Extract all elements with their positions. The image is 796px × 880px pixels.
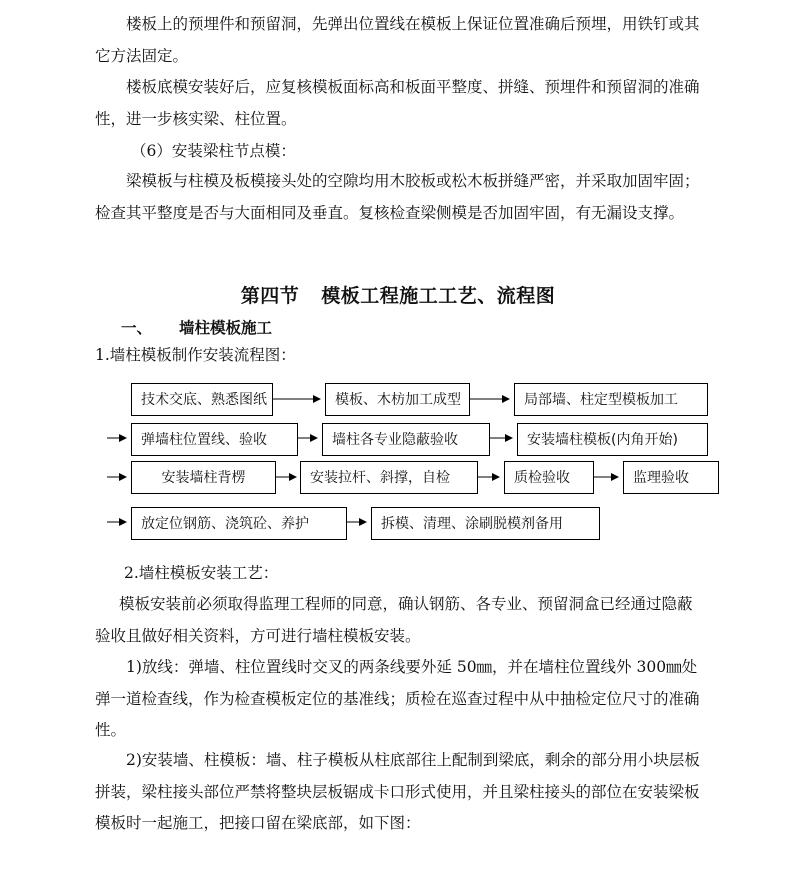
paragraph-install-formwork: 2)安装墙、柱模板：墙、柱子模板从柱底部往上配制到梁底，剩余的部分用小块层板拼装，梁柱接头部位严禁将整块层板锯成卡口形式使用，并且梁柱接头的部位在安装梁板模板时一起施工，把接口留在梁底部，如下图： bbox=[95, 751, 700, 832]
item-6-heading: （6）安装梁柱节点模： bbox=[131, 142, 296, 160]
paragraph-setting-out: 1)放线：弹墙、柱位置线时交叉的两条线要外延 50㎜，并在墙柱位置线外 300㎜处弹一道检查线，作为检查模板定位的基准线；质检在巡查过程中从中抽检定位尺寸的准确性。 bbox=[95, 658, 700, 739]
paragraph-text: 梁模板与柱模及板模接头处的空隙均用木胶板或松木板拼缝严密，并采取加固牢固；检查其平整度是否与大面相同及垂直。复核检查梁侧模是否加固牢固，有无漏设支撑。 bbox=[95, 172, 700, 222]
flowchart-caption: 1.墙柱模板制作安装流程图： bbox=[95, 346, 296, 364]
flow-step-formwork-processing: 模板、木枋加工成型 bbox=[325, 383, 470, 416]
flow-step-install-formwork: 安装墙柱模板(内角开始) bbox=[517, 423, 708, 456]
flow-step-demold-clean: 拆模、清理、涂刷脱模剂备用 bbox=[371, 507, 600, 540]
flow-step-back-ribs: 安装墙柱背楞 bbox=[131, 461, 276, 494]
paragraph-prerequisite: 模板安装前必须取得监理工程师的同意，确认钢筋、各专业、预留洞盒已经通过隐蔽验收且做好相关资料，方可进行墙柱模板安装。 bbox=[95, 595, 693, 645]
flow-step-concealed-inspection: 墙柱各专业隐蔽验收 bbox=[322, 423, 490, 456]
flow-step-shaped-formwork: 局部墙、柱定型模板加工 bbox=[514, 383, 708, 416]
process-caption: 2.墙柱模板安装工艺： bbox=[124, 564, 279, 582]
flow-step-supervisor-acceptance: 监理验收 bbox=[623, 461, 719, 494]
flow-step-quality-check: 质检验收 bbox=[504, 461, 594, 494]
paragraph-text: 楼板上的预埋件和预留洞，先弹出位置线在模板上保证位置准确后预埋，用铁钉或其它方法固定。 bbox=[95, 15, 700, 65]
flow-step-layout-lines: 弹墙柱位置线、验收 bbox=[131, 423, 298, 456]
section-title-text: 模板工程施工工艺、流程图 bbox=[321, 285, 556, 307]
flow-step-technical-briefing: 技术交底、熟悉图纸 bbox=[131, 383, 273, 416]
subsection-title: 墙柱模板施工 bbox=[179, 319, 273, 337]
subsection-number: 一、 bbox=[121, 319, 153, 337]
flow-step-pour-concrete: 放定位钢筋、浇筑砼、养护 bbox=[131, 507, 347, 540]
section-number: 第四节 bbox=[240, 285, 300, 307]
paragraph-text: 楼板底模安装好后，应复核模板面标高和板面平整度、拼缝、预埋件和预留洞的准确性，进一步核实梁、柱位置。 bbox=[95, 78, 700, 128]
flow-step-tie-rods-bracing: 安装拉杆、斜撑，自检 bbox=[300, 461, 478, 494]
